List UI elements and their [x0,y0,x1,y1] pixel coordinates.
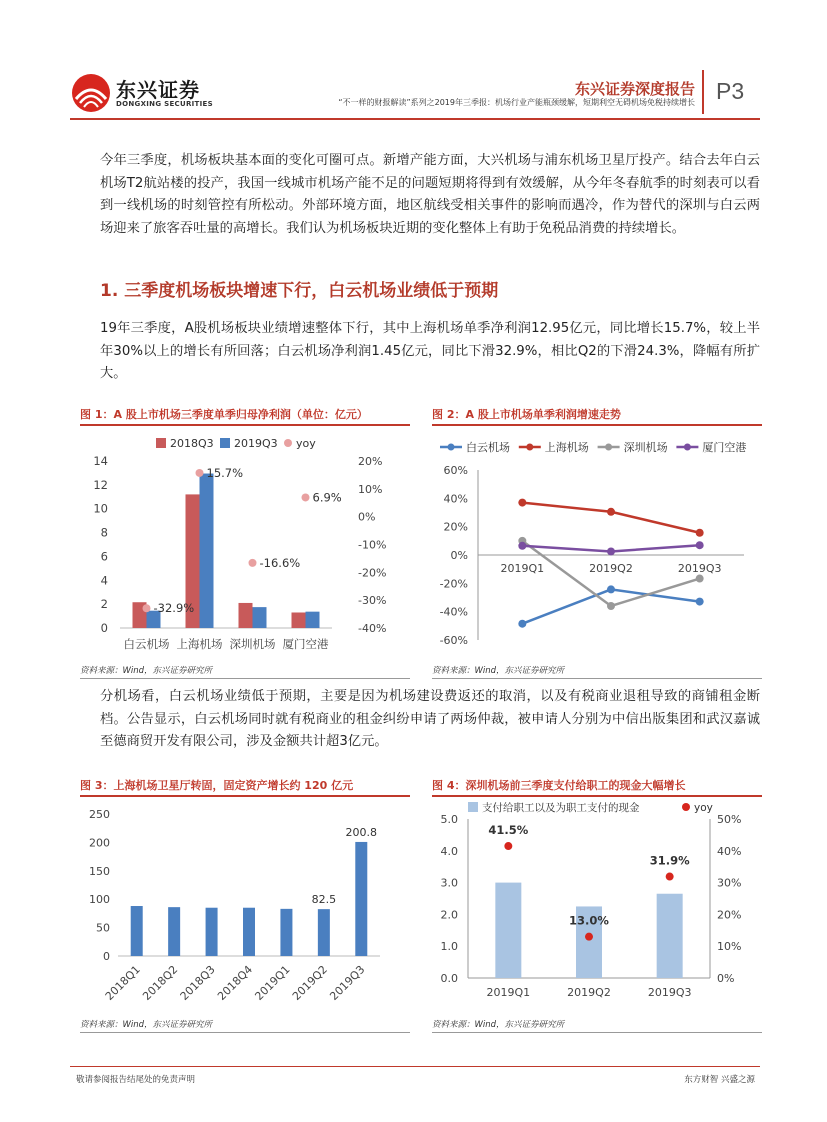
y-tick-label: 2 [100,597,108,612]
x-tick-label: 2019Q3 [327,962,368,1003]
logo-english: DONGXING SECURITIES [116,100,213,108]
y-tick-label: 10 [93,501,108,516]
legend-label: yoy [694,802,713,814]
data-point [696,575,704,583]
data-point [607,585,615,593]
data-point [518,499,526,507]
y-tick-label: 250 [89,808,110,821]
header-divider [702,70,704,114]
logo-wordmark: 东兴证券 [116,78,200,102]
legend-label: 2019Q3 [234,437,278,450]
footer-disclaimer: 敬请参阅报告结尾处的免责声明 [76,1075,196,1085]
page-number: P3 [716,78,745,104]
y2-tick-label: 20% [717,908,742,922]
bar [318,909,330,956]
figure-1-source-rule [80,678,410,679]
y2-tick-label: 20% [358,455,383,468]
y-tick-label: 0 [100,621,108,635]
figure-4-source-rule [432,1032,762,1033]
yoy-data-label: -32.9% [153,601,195,616]
y-tick-label: -20% [439,577,468,591]
y-tick-label: 40% [443,492,468,506]
data-point [607,602,615,610]
bar [131,906,143,956]
figure-2-source-rule [432,678,762,679]
report-subtitle: “不一样的财报解读”系列之2019年三季报：机场行业产能瓶颈缓解，短期利空无碍机场免税持续增长 [338,98,695,107]
results-paragraph: 19年三季度，A股机场板块业绩增速整体下行，其中上海机场单季净利润12.95亿元，同比增长15.7%，较上半年30%以上的增长有所回落；白云机场净利润1.45亿元，同比下滑32.9%，相比Q2的下滑24.3%，降幅有所扩大。 [100,321,760,381]
chart-4 [432,800,762,1012]
yoy-point [249,559,257,567]
bar-2019Q3 [200,474,214,628]
x-tick-label: 厦门空港 [282,637,329,651]
yoy-data-label: 31.9% [649,853,690,868]
figure-3-source-rule [80,1032,410,1033]
legend-label: 支付给职工以及为职工支付的现金 [482,802,640,814]
header-rule [70,118,760,120]
data-point [696,541,704,549]
y-tick-label: 4 [100,573,108,588]
y-tick-label: 150 [89,864,110,878]
y2-tick-label: 10% [717,940,742,954]
y-tick-label: 4.0 [440,844,458,858]
y-tick-label: 5.0 [440,813,458,826]
y-tick-label: -40% [439,605,468,619]
bar [168,907,180,956]
y-tick-label: -60% [439,634,468,647]
analysis-paragraph: 分机场看，白云机场业绩低于预期，主要是因为机场建设费返还的取消，以及有税商业退租导致的商铺租金断档。公告显示，白云机场同时就有税商业的租金纠纷申请了两场仲裁，被申请人分别为中信出版集团和武汉嘉诚至德商贸开发有限公司，涉及金额共计超3亿元。 [100,689,760,749]
data-label: 200.8 [345,825,378,839]
bar [495,883,521,978]
y-tick-label: 8 [100,525,108,540]
x-tick-label: 2018Q4 [215,962,256,1003]
figure-4-rule [432,795,762,797]
data-label: 82.5 [311,893,337,907]
y2-tick-label: 30% [717,876,742,890]
figure-3-title: 图 3：上海机场卫星厅转固，固定资产增长约 120 亿元 [80,779,354,792]
yoy-point [302,493,310,501]
x-tick-label: 2019Q2 [589,562,633,575]
legend-label: 2018Q3 [170,437,214,450]
y-tick-label: 200 [89,836,110,850]
y2-tick-label: -30% [358,594,387,608]
data-point [696,598,704,606]
y2-tick-label: 0% [358,510,376,524]
figure-2-rule [432,424,762,426]
bar [355,842,367,956]
legend-marker [684,444,691,451]
footer-rule [70,1066,760,1067]
figure-4-source: 资料来源：Wind，东兴证券研究所 [432,1020,565,1030]
figure-2-source: 资料来源：Wind，东兴证券研究所 [432,666,565,676]
data-point [518,620,526,628]
data-point [607,508,615,516]
y2-tick-label: -40% [358,622,387,635]
x-tick-label: 上海机场 [176,637,223,651]
y-tick-label: 60% [443,464,468,477]
figure-1-rule [80,424,410,426]
y-tick-label: 20% [443,520,468,534]
y-tick-label: 50 [96,921,110,935]
yoy-point [196,469,204,477]
yoy-point [504,842,512,850]
bar-2019Q3 [306,612,320,628]
y-tick-label: 1.0 [440,940,458,954]
bar-2018Q3 [239,603,253,628]
legend-label: 上海机场 [544,441,589,454]
legend-marker [605,444,612,451]
dongxing-logo-icon [70,73,112,113]
legend-marker [526,444,533,451]
x-tick-label: 深圳机场 [229,637,276,651]
y2-tick-label: 40% [717,844,742,858]
data-point [696,529,704,537]
yoy-point [585,933,593,941]
chart-3 [80,800,410,1012]
y-tick-label: 12 [93,477,108,492]
figure-3-rule [80,795,410,797]
legend-marker [448,444,455,451]
y-tick-label: 6 [100,549,108,564]
x-tick-label: 2019Q2 [567,986,611,999]
x-tick-label: 白云机场 [123,637,170,651]
legend-label: 厦门空港 [702,441,747,454]
data-point [518,542,526,550]
x-tick-label: 2018Q2 [140,962,181,1003]
x-tick-label: 2019Q3 [677,562,722,575]
bar-2018Q3 [292,612,306,628]
bar [243,908,255,956]
footer-slogan: 东方财智 兴盛之源 [684,1075,755,1085]
y2-tick-label: -20% [358,566,387,580]
y2-tick-label: -10% [358,538,387,552]
x-tick-label: 2019Q1 [252,962,293,1003]
series-line-上海机场 [522,503,699,533]
bar [657,894,683,978]
data-point [607,547,615,555]
yoy-data-label: 15.7% [206,465,244,480]
figure-4-title: 图 4：深圳机场前三季度支付给职工的现金大幅增长 [432,779,686,792]
intro-paragraph: 今年三季度，机场板块基本面的变化可圈可点。新增产能方面，大兴机场与浦东机场卫星厅投产。结合去年白云机场T2航站楼的投产，我国一线城市机场产能不足的问题短期将得到有效缓解，从今年冬春航季的时刻表可以看到一线机场的时刻管控有所松动。外部环境方面，地区航线受相关事件的影响而遇冷，作为替代的深圳与白云两场迎来了旅客吞吐量的高增长。我们认为机场板块近期的变化整体上有助于免税品消费的持续增长。 [100,153,760,236]
yoy-point [143,604,151,612]
y-tick-label: 3.0 [440,876,458,890]
yoy-data-label: 6.9% [312,490,342,505]
legend-label: 白云机场 [466,441,510,454]
y-tick-label: 100 [89,893,110,907]
legend-label: 深圳机场 [623,441,668,454]
y-tick-label: 2.0 [440,908,458,922]
yoy-data-label: 41.5% [488,823,529,838]
x-tick-label: 2018Q1 [102,962,143,1003]
yoy-point [666,873,674,881]
x-tick-label: 2019Q1 [486,986,531,999]
yoy-data-label: 13.0% [569,913,609,928]
y-tick-label: 14 [93,454,108,468]
chart-2 [432,428,762,660]
x-tick-label: 2019Q3 [647,986,692,999]
bar [206,908,218,956]
legend-label: yoy [296,437,316,450]
report-title: 东兴证券深度报告 [574,80,695,98]
y-tick-label: 0.0 [440,972,458,985]
bar-2019Q3 [253,607,267,628]
x-tick-label: 2019Q1 [500,562,545,575]
bar [280,909,292,956]
figure-3-source: 资料来源：Wind，东兴证券研究所 [80,1020,213,1030]
figure-1-title: 图 1：A 股上市机场三季度单季归母净利润（单位：亿元） [80,408,368,421]
chart-1 [80,428,410,660]
y-tick-label: 0 [103,950,110,963]
y-tick-label: 0% [450,549,468,562]
y2-tick-label: 50% [717,813,742,826]
x-tick-label: 2018Q3 [177,962,218,1003]
section-heading: 1. 三季度机场板块增速下行，白云机场业绩低于预期 [100,281,499,301]
y2-tick-label: 10% [358,482,383,496]
figure-2-title: 图 2：A 股上市机场单季利润增速走势 [432,408,621,421]
y2-tick-label: 0% [717,972,735,985]
yoy-data-label: -16.6% [259,555,301,570]
x-tick-label: 2019Q2 [289,962,330,1003]
figure-1-source: 资料来源：Wind，东兴证券研究所 [80,666,213,676]
